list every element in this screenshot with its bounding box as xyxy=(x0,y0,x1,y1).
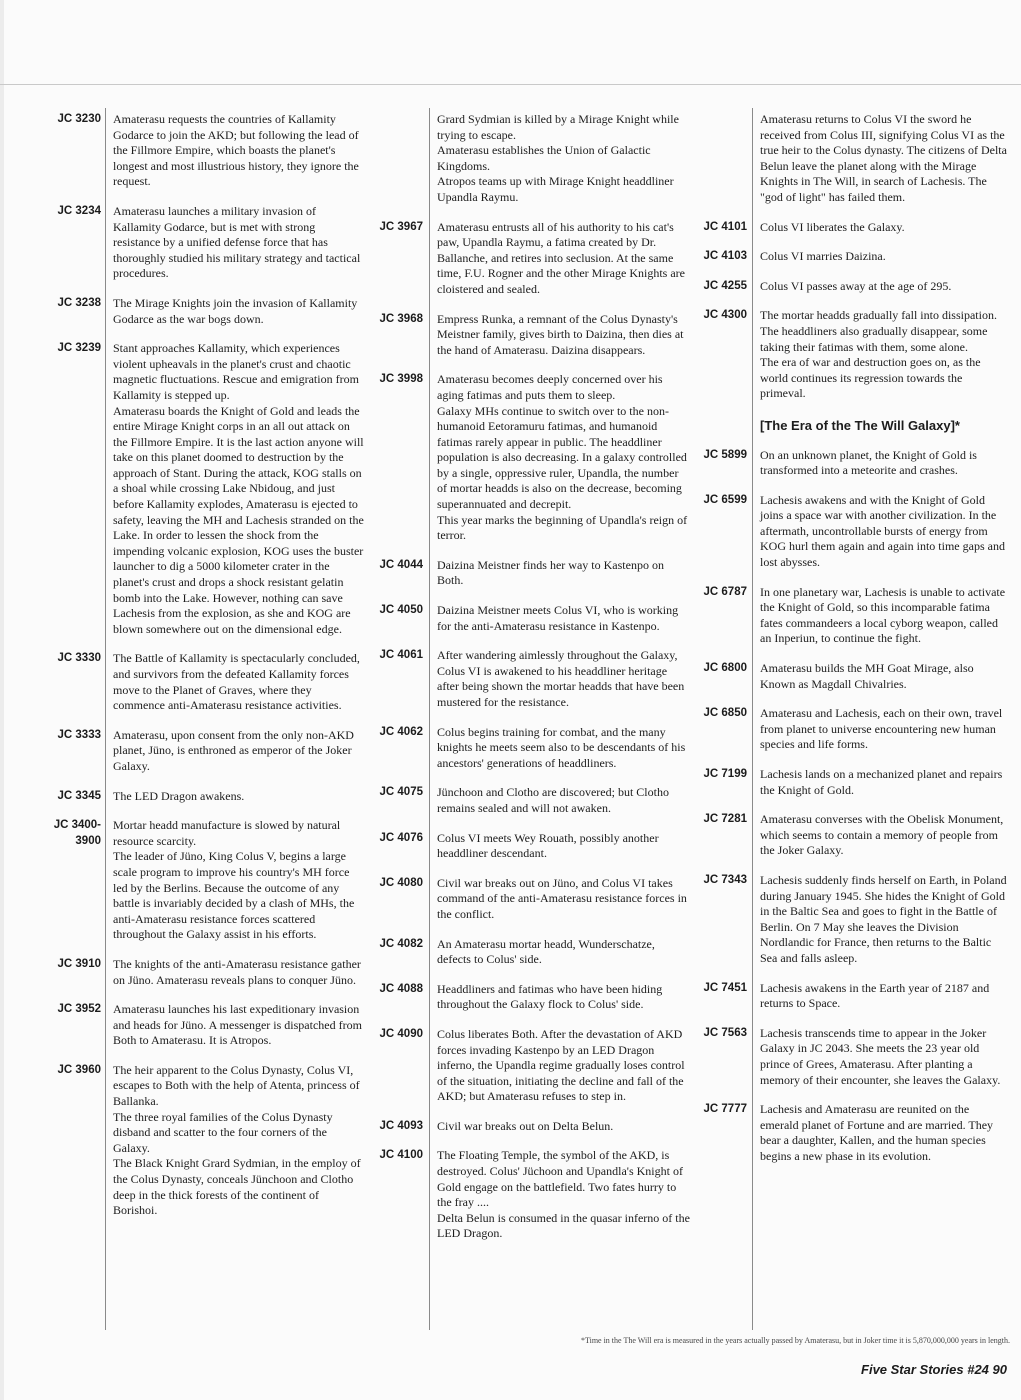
timeline-entry xyxy=(40,341,370,637)
entry-date: JC 3960 xyxy=(57,1063,101,1076)
timeline-entry xyxy=(700,812,1010,859)
entry-date: JC 4100 xyxy=(379,1149,423,1162)
timeline-entry xyxy=(40,789,370,805)
entry-date: JC 5899 xyxy=(703,448,747,461)
timeline-entry xyxy=(40,1063,370,1219)
entry-date: JC 4050 xyxy=(379,604,423,617)
entry-date: JC 7199 xyxy=(703,768,747,780)
entry-text: After wandering aimlessly throughout the Galaxy, Colus VI is awakened to his headdliner heritage after being shown the mortar headds that have been mustered for the resistance. xyxy=(437,648,685,709)
entry-text: Lachesis suddenly finds herself on Earth, in Poland during January 1945. She hides the Knight of Gold in the Baltic Sea and goes to fight in the Battle of Berlin. On 7 May she leaves the Division Nordlandic for France, then returns to the Baltic Sea and falls asleep. xyxy=(760,872,1007,965)
era-heading: [The Era of the The Will Galaxy]* xyxy=(760,417,960,433)
entry-text: Lachesis lands on a mechanized planet and repairs the Knight of Gold. xyxy=(760,767,1003,797)
timeline-entry xyxy=(372,831,692,862)
entry-text: Colus VI passes away at the age of 295. xyxy=(760,278,952,293)
entry-date: JC 7563 xyxy=(703,1026,747,1039)
entry-text: The heir apparent to the Colus Dynasty, Colus VI, escapes to Both with the help of Atenta, princess of Ballanka. The three royal families of the Colus Dynasty disband and scatter to the four corners of the Galaxy. The Black Knight Grard Sydmian, in the employ of the Colus Dynasty, conceals Jünchoon and Clotho deep in the thick forests of the continent of Borishoi. xyxy=(113,1062,361,1218)
timeline-entry xyxy=(40,1002,370,1049)
entry-text: Lachesis awakens and with the Knight of Gold joins a space war with another civilization. In the aftermath, uncontrollable bursts of energy from KOG hurl them again and again into time gaps and lost abysses. xyxy=(760,492,1005,570)
timeline-entry xyxy=(700,220,1010,236)
entry-text: Amaterasu and Lachesis, each on their own, travel from planet to universe encountering new human species and life forms. xyxy=(760,706,1003,752)
timeline-entry xyxy=(700,249,1010,265)
entry-date: JC 4255 xyxy=(703,279,747,292)
timeline-column-3 xyxy=(700,112,1010,1178)
entry-date: JC 3333 xyxy=(57,728,101,741)
timeline-entry xyxy=(40,957,370,988)
entry-text: Stant approaches Kallamity, which experiences violent upheavals in the planet's crust and chaotic magnetic fluctuations. Rescue and emigration from Kallamity is stepped up. Amaterasu boards the Knight of Gold and leads the entire Mirage Knight corps in an all out attack on the Fillmore Empire. It is the last action anyone will take on this planet doomed to destruction by the approach of Stant. During the attack, KOG stalls on a shoal while crossing Lake Nbidoug, and just before Kallamity explodes, Amaterasu is ejected to safety, leaving the MH and Lachesis stranded on the Lake. In order to lessen the shock from the impending volcanic explosion, KOG uses the buster launcher to dig a 5000 kilometer crater in the planet's crust and drops a shock resistant gelatin bomb into the Lake. However, nothing can save Lachesis from the explosion, as she and KOG are blown somewhere out on the dimensional edge. xyxy=(113,341,364,636)
timeline-entry xyxy=(372,603,692,634)
entry-text: Amaterasu launches his last expeditionary invasion and heads for Jüno. A messenger is dispatched from Both to Amaterasu. It is Atropos. xyxy=(113,1002,362,1048)
entry-date: JC 4300 xyxy=(703,309,747,322)
entry-date: JC 7451 xyxy=(703,981,747,994)
entry-date: JC 7343 xyxy=(703,873,747,886)
entry-text: The Floating Temple, the symbol of the AKD, is destroyed. Colus' Jüchoon and Upandla's Knight of Gold engage on the battlefield. Two fates hurry to the fray .... Delta Belun is consumed in the quasar inferno of the LED Dragon. xyxy=(437,1148,690,1241)
entry-text: Daizina Meistner meets Colus VI, who is working for the anti-Amaterasu resistance in Kastenpo. xyxy=(437,603,679,633)
entry-date: JC 4061 xyxy=(379,649,423,662)
timeline-entry xyxy=(372,1027,692,1105)
timeline-entry xyxy=(700,1026,1010,1088)
timeline-entry xyxy=(700,585,1010,647)
timeline-entry xyxy=(372,725,692,772)
timeline-entry xyxy=(372,982,692,1013)
timeline-entry xyxy=(700,493,1010,571)
entry-text: An Amaterasu mortar headd, Wunderschatze, defects to Colus' side. xyxy=(437,936,655,967)
timeline-entry xyxy=(40,204,370,282)
entry-date: JC 3330 xyxy=(57,652,101,665)
entry-date: JC 6800 xyxy=(703,662,747,675)
entry-date: JC 6787 xyxy=(703,585,747,598)
entry-date: JC 6850 xyxy=(703,707,747,720)
timeline-entry xyxy=(40,818,370,943)
timeline-entry xyxy=(372,1148,692,1242)
entry-date: JC 7281 xyxy=(703,813,747,826)
entry-text: Colus VI marries Daizina. xyxy=(760,249,886,264)
entry-text: Amaterasu, upon consent from the only non-AKD planet, Jüno, is enthroned as emperor of the Joker Galaxy. xyxy=(113,727,354,773)
entry-text: Empress Runka, a remnant of the Colus Dynasty's Meistner family, gives birth to Daizina, then dies at the hand of Amaterasu. Daizina disappears. xyxy=(437,311,684,357)
entry-date: JC 3400- 3900 xyxy=(53,819,101,847)
entry-text: Colus begins training for combat, and the many knights he meets seem also to be descendants of his ancestors' generations of headdliners. xyxy=(437,724,686,770)
entry-date: JC 3345 xyxy=(57,789,101,802)
entry-text: The knights of the anti-Amaterasu resistance gather on Jüno. Amaterasu reveals plans to conquer Jüno. xyxy=(113,956,361,987)
entry-date: JC 4103 xyxy=(703,250,747,263)
entry-text: On an unknown planet, the Knight of Gold is transformed into a meteorite and crashes. xyxy=(760,447,977,478)
timeline-entry xyxy=(372,648,692,710)
entry-text: Grard Sydmian is killed by a Mirage Knight while trying to escape. Amaterasu establishes the Union of Galactic Kingdoms. Atropos teams up with Mirage Knight headdliner Upandla Raymu. xyxy=(437,112,679,204)
entry-date: JC 4062 xyxy=(379,725,423,738)
timeline-entry xyxy=(40,296,370,327)
timeline-entry xyxy=(40,112,370,190)
entry-text: Amaterasu returns to Colus VI the sword he received from Colus III, signifying Colus VI as the true heir to the Colus dynasty. The citizens of Delta Belun leave the planet along with the Mirage Knights in The Will, in search of Lachesis. The "god of light" has failed them. xyxy=(760,112,1007,204)
entry-text: Amaterasu entrusts all of his authority to his cat's paw, Upandla Raymu, a fatima created by Dr. Ballanche, and retires into seclusion. At the same time, F.U. Rogner and the other Mirage Knights are cloistered and sealed. xyxy=(437,219,685,296)
entry-date: JC 4075 xyxy=(379,786,423,799)
entry-text: Amaterasu becomes deeply concerned over his aging fatimas and puts them to sleep. Galaxy MHs continue to switch over to the non-humanoid Eetoramuru fatimas, and humanoid fatimas rarely appear in public. The headdliner population is also decreasing. In a galaxy controlled by a single, oppressive ruler, Upandla, the number of mortar headds is also on the decrease, becoming superannuated and decrepit. This year marks the beginning of Upandla's reign of terror. xyxy=(437,372,688,543)
timeline-entry xyxy=(372,112,692,206)
entry-text: In one planetary war, Lachesis is unable to activate the Knight of Gold, so this incomparable fatima fates commandeers a local cyborg weapon, called an Inperiun, to continue the fight. xyxy=(760,584,1006,646)
entry-text: Colus liberates Both. After the devastation of AKD forces invading Kastenpo by an LED Dragon inferno, the Upandla regime gradually loses control of the situation, initiating the decline and fall of the AKD; but Amaterasu refuses to step in. xyxy=(437,1026,685,1104)
entry-text: Lachesis transcends time to appear in the Joker Galaxy in JC 2043. She meets the 23 year old prince of Grees, Amaterasu. After planting a memory of their encounter, she leaves the Galaxy. xyxy=(760,1025,1001,1087)
timeline-entry xyxy=(700,308,1010,402)
entry-text: Amaterasu requests the countries of Kallamity Godarce to join the AKD; but following the lead of the Fillmore Empire, which boasts the planet's longest and most illustrious history, they ignore the request. xyxy=(113,112,359,189)
footnote: *Time in the The Will era is measured in the years actually passed by Amaterasu, but in Joker time it is 5,870,000,000 years in length. xyxy=(580,1336,1010,1345)
entry-date: JC 6599 xyxy=(703,493,747,506)
entry-text: Daizina Meistner finds her way to Kastenpo on Both. xyxy=(437,557,664,588)
entry-date: JC 3967 xyxy=(379,220,423,233)
timeline-entry xyxy=(40,651,370,713)
entry-date: JC 3910 xyxy=(57,957,101,970)
page-folio: Five Star Stories #24 90 xyxy=(861,1362,1007,1377)
entry-date: JC 4080 xyxy=(379,876,423,889)
timeline-entry xyxy=(700,981,1010,1012)
entry-date: JC 3239 xyxy=(57,342,101,355)
entry-text: Amaterasu converses with the Obelisk Monument, which seems to contain a memory of people from the Joker Galaxy. xyxy=(760,812,1004,858)
timeline-entry xyxy=(372,937,692,968)
page-edge-shadow xyxy=(0,0,4,1400)
entry-date: JC 4101 xyxy=(703,220,747,233)
entry-text: Mortar headd manufacture is slowed by natural resource scarcity. The leader of Jüno, King Colus V, begins a large scale program to improve his country's MH force led by the Berlins. Because the outcome of any battle is invariably decided by a clash of MHs, the anti-Amaterasu resistance forces scattered throughout the Galaxy assist in his efforts. xyxy=(113,818,355,942)
timeline-entry xyxy=(372,558,692,589)
timeline-entry xyxy=(700,767,1010,798)
entry-date: JC 3998 xyxy=(379,373,423,386)
entry-text: Civil war breaks out on Jüno, and Colus VI takes command of the anti-Amaterasu resistance forces in the conflict. xyxy=(437,875,687,921)
header-rule xyxy=(0,84,1021,85)
entry-date: JC 3968 xyxy=(379,312,423,325)
entry-date: JC 4044 xyxy=(379,558,423,571)
timeline-column-2 xyxy=(372,112,692,1256)
entry-text: The Battle of Kallamity is spectacularly concluded, and survivors from the defeated Kallamity forces move to the Planet of Graves, where they commence anti-Amaterasu resistance activities. xyxy=(113,651,360,713)
timeline-entry xyxy=(372,372,692,544)
timeline-entry xyxy=(372,785,692,816)
timeline-column-1 xyxy=(40,112,370,1233)
entry-date: JC 4082 xyxy=(379,937,423,950)
timeline-entry xyxy=(700,706,1010,753)
entry-text: Amaterasu builds the MH Goat Mirage, also Known as Magdall Chivalries. xyxy=(760,661,974,691)
entry-date: JC 3238 xyxy=(57,296,101,309)
timeline-entry xyxy=(372,220,692,298)
timeline-entry xyxy=(372,312,692,359)
timeline-entry xyxy=(40,728,370,775)
entry-date: JC 3230 xyxy=(57,113,101,125)
entry-text: Amaterasu launches a military invasion of Kallamity Godarce, but is met with strong resistance by a unified defense force that has thoroughly studied his military strategy and tactical procedures. xyxy=(113,203,361,281)
entry-date: JC 4093 xyxy=(379,1119,423,1132)
entry-text: Colus VI liberates the Galaxy. xyxy=(760,219,905,234)
entry-text: The mortar headds gradually fall into dissipation. The headdliners also gradually disappear, some taking their fatimas with them, some alone. The era of war and destruction goes on, as the world continues its regression towards the primeval. xyxy=(760,308,997,401)
timeline-entry xyxy=(700,1102,1010,1164)
entry-date: JC 4076 xyxy=(379,831,423,844)
timeline-entry xyxy=(700,448,1010,479)
entry-date: JC 3952 xyxy=(57,1003,101,1016)
entry-date: JC 4090 xyxy=(379,1027,423,1040)
timeline-entry xyxy=(700,112,1010,206)
entry-text: Civil war breaks out on Delta Belun. xyxy=(437,1118,614,1133)
entry-text: The LED Dragon awakens. xyxy=(113,788,245,803)
entry-text: Colus VI meets Wey Rouath, possibly another headdliner descendant. xyxy=(437,830,659,861)
entry-text: Lachesis and Amaterasu are reunited on the emerald planet of Fortune and are married. They bear a daughter, Kallen, and the human species begins a new phase in its evolution. xyxy=(760,1102,994,1163)
timeline-column-3-lower xyxy=(700,448,1010,1165)
timeline-entry xyxy=(700,279,1010,295)
entry-text: Headdliners and fatimas who have been hiding throughout the Galaxy flock to Colus' side. xyxy=(437,981,663,1012)
timeline-entry xyxy=(372,876,692,923)
timeline-entry xyxy=(700,873,1010,967)
entry-text: The Mirage Knights join the invasion of Kallamity Godarce as the war bogs down. xyxy=(113,295,358,326)
timeline-entry xyxy=(372,1119,692,1135)
entry-date: JC 4088 xyxy=(379,982,423,995)
entry-text: Jünchoon and Clotho are discovered; but Clotho remains sealed and will not awaken. xyxy=(437,785,669,815)
entry-text: Lachesis awakens in the Earth year of 2187 and returns to Space. xyxy=(760,980,990,1011)
timeline-column-3-upper xyxy=(700,112,1010,402)
entry-date: JC 7777 xyxy=(703,1103,747,1116)
timeline-entry xyxy=(700,661,1010,692)
entry-date: JC 3234 xyxy=(57,204,101,217)
